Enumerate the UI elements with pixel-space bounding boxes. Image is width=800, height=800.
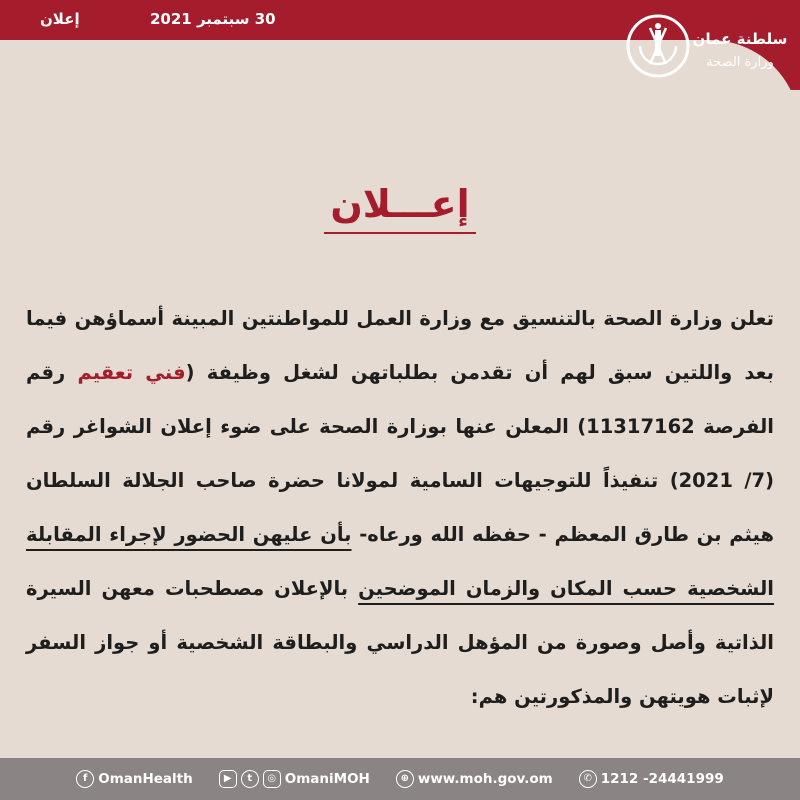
phone-link[interactable] bbox=[579, 770, 724, 788]
announcement-body bbox=[26, 292, 774, 724]
interview-notice: بأن عليهن الحضور لإجراء المقابلة الشخصية حسب المكان والزمان الموضحين bbox=[26, 523, 774, 600]
ministry-emblem-icon bbox=[620, 6, 790, 86]
phone-icon: ✆ bbox=[579, 770, 597, 788]
facebook-handle: OmanHealth bbox=[98, 771, 193, 787]
body-part-2: رقم الفرصة 11317162) المعلن عنها بوزارة الصحة على ضوء إعلان الشواغر رقم (7/ 2021) تنفيذاً للتوجيهات السامية لمولانا حضرة صاحب الجلالة السلطان هيثم بن طارق المعظم - حفظه الله ورعاه- bbox=[26, 361, 774, 546]
youtube-icon: ▶ bbox=[219, 770, 237, 788]
twitter-icon: t bbox=[241, 770, 259, 788]
header-date: 30 سبتمبر 2021 bbox=[150, 10, 276, 28]
facebook-link[interactable] bbox=[76, 770, 193, 788]
body-part-1: تعلن وزارة الصحة بالتنسيق مع وزارة العمل للمواطنتين المبينة أسماؤهن فيما بعد واللتين سبق لهم أن تقدمن بطلباتهن لشغل وظيفة ( bbox=[26, 307, 774, 384]
header-tag: إعلان bbox=[40, 10, 80, 28]
website-link[interactable] bbox=[396, 770, 553, 788]
footer-contacts bbox=[0, 758, 800, 800]
footer-bar bbox=[0, 758, 800, 800]
body-part-3: بالإعلان مصطحبات معهن السيرة الذاتية وأصل وصورة من المؤهل الدراسي والبطاقة الشخصية أو جواز السفر لإثبات هويتهن والمذكورتين هم: bbox=[26, 577, 774, 708]
instagram-icon: ◎ bbox=[263, 770, 281, 788]
social-links[interactable] bbox=[219, 770, 370, 788]
ministry-logo bbox=[620, 6, 790, 86]
globe-icon: ⊕ bbox=[396, 770, 414, 788]
announcement-title bbox=[0, 182, 800, 234]
phone-number: 1212 -24441999 bbox=[600, 771, 724, 787]
logo-text-bottom: وزارة الصحة bbox=[706, 55, 774, 70]
website-url: www.moh.gov.om bbox=[417, 771, 553, 787]
social-handle: OmaniMOH bbox=[284, 771, 370, 787]
logo-text-top: سلطنة عمان bbox=[692, 30, 788, 48]
job-title: فني تعقيم bbox=[77, 361, 186, 384]
announcement-title-text: إعـــلان bbox=[324, 182, 475, 234]
facebook-icon: f bbox=[76, 770, 94, 788]
